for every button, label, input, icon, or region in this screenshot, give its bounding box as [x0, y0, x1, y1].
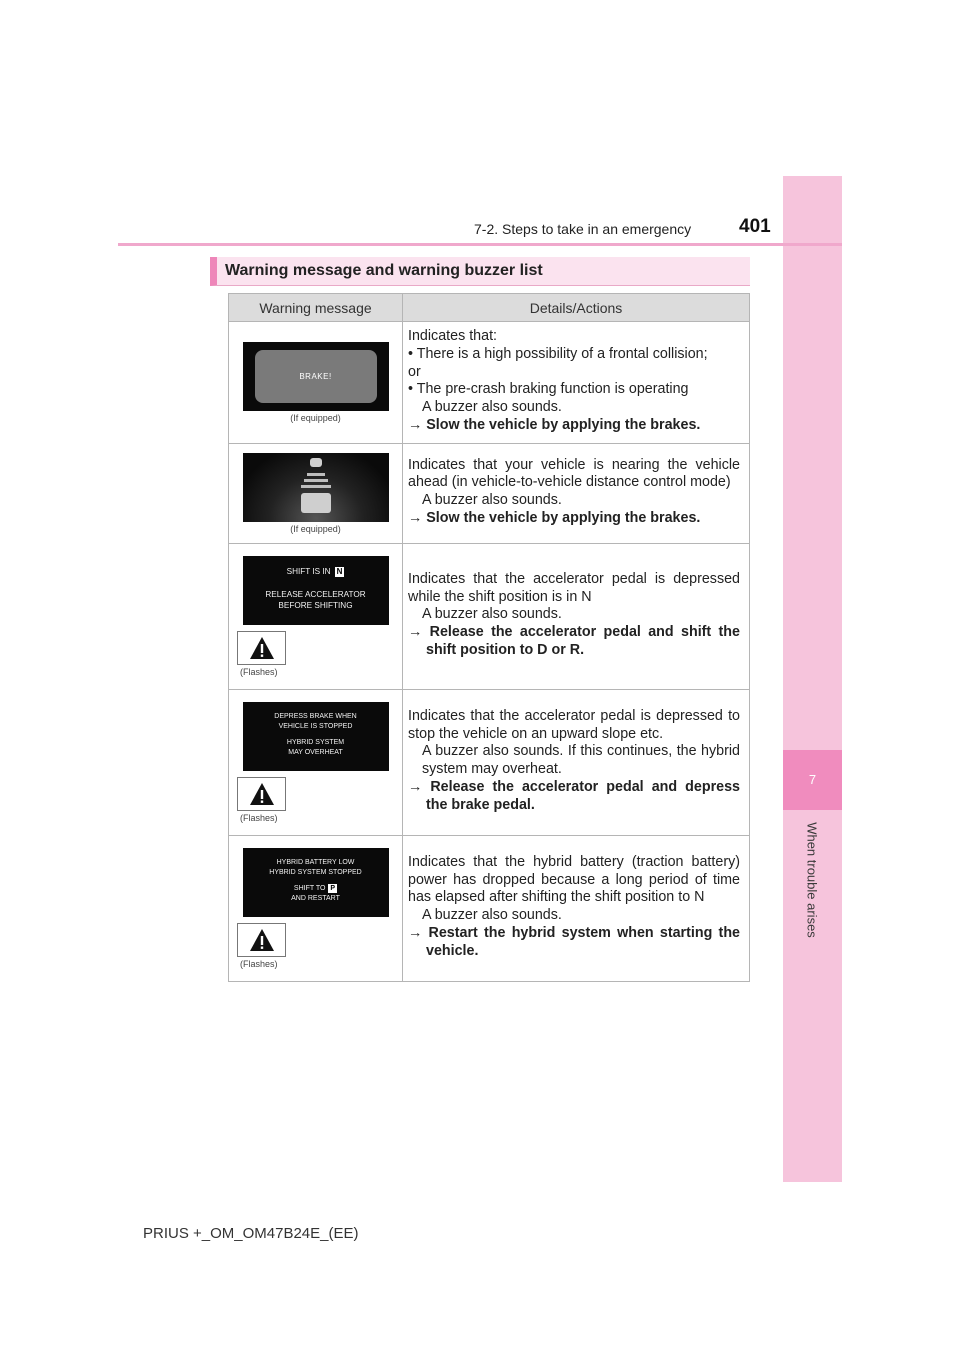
- brake-warning-box: BRAKE!: [255, 350, 377, 403]
- warning-triangle-icon: [248, 635, 276, 661]
- detail-line: Indicates that the hybrid battery (traction battery) power has dropped because a long period of time has elapsed after shifting the shift position to N: [408, 853, 740, 906]
- detail-line: or: [408, 363, 421, 380]
- detail-line: A buzzer also sounds.: [422, 606, 562, 623]
- header-rule: [118, 243, 842, 246]
- caption: (If equipped): [290, 412, 341, 423]
- warning-image-cell: [229, 543, 403, 689]
- details-cell: [403, 322, 750, 444]
- detail-line: A buzzer also sounds.: [422, 399, 562, 416]
- action-line: → Release the accelerator pedal and shift the shift position to D or R.: [408, 624, 740, 658]
- caption: (If equipped): [290, 523, 341, 534]
- screen-text: SHIFT TO: [293, 884, 326, 892]
- detail-line: A buzzer also sounds.: [422, 492, 562, 509]
- table-row: [229, 443, 750, 543]
- section-heading-text: Warning message and warning buzzer list: [225, 262, 543, 279]
- distance-bar: [301, 485, 331, 488]
- details-cell: [403, 835, 750, 981]
- chapter-side-tab: [783, 176, 842, 1182]
- warning-image-cell: [229, 835, 403, 981]
- detail-line: Indicates that:: [408, 328, 498, 344]
- table-row: [229, 835, 750, 981]
- details-cell: [403, 689, 750, 835]
- section-heading: [210, 257, 750, 286]
- caption: (Flashes): [240, 666, 278, 677]
- detail-line: Indicates that the accelerator pedal is depressed while the shift position is in N: [408, 570, 740, 605]
- page-number: 401: [739, 216, 771, 237]
- screen-text: VEHICLE IS STOPPED: [278, 722, 353, 730]
- warning-image-cell: [229, 443, 403, 543]
- screen-text: DEPRESS BRAKE WHEN: [274, 712, 357, 720]
- screen-text: HYBRID BATTERY LOW: [276, 858, 355, 866]
- detail-line: Indicates that your vehicle is nearing the vehicle ahead (in vehicle-to-vehicle distance control mode): [408, 456, 740, 491]
- table-row: [229, 322, 750, 444]
- warning-image-cell: [229, 689, 403, 835]
- col-header-message: Warning message: [229, 294, 403, 322]
- brake-stop-screen: [243, 702, 389, 771]
- distance-bar: [307, 473, 325, 476]
- detail-line: • The pre-crash braking function is operating: [408, 381, 689, 398]
- details-cell: [403, 543, 750, 689]
- col-header-details: Details/Actions: [403, 294, 750, 322]
- table-header-row: [229, 294, 750, 322]
- action-line: → Slow the vehicle by applying the brakes.: [408, 416, 701, 433]
- own-vehicle-icon: [301, 493, 331, 513]
- action-line: → Release the accelerator pedal and depress the brake pedal.: [408, 779, 740, 813]
- vehicle-ahead-icon: [310, 458, 322, 467]
- chapter-title: When trouble arises: [804, 822, 820, 938]
- screen-text: HYBRID SYSTEM STOPPED: [269, 868, 362, 876]
- screen-text: HYBRID SYSTEM: [286, 738, 345, 746]
- table-row: [229, 689, 750, 835]
- details-cell: [403, 443, 750, 543]
- caption: (Flashes): [240, 958, 278, 969]
- warning-triangle-icon: [248, 781, 276, 807]
- battery-low-screen: [243, 848, 389, 917]
- vehicle-ahead-screen: [243, 453, 389, 522]
- section-label: 7-2. Steps to take in an emergency: [474, 221, 692, 237]
- screen-text: BEFORE SHIFTING: [278, 600, 353, 610]
- distance-bar: [304, 479, 328, 482]
- screen-text: AND RESTART: [291, 894, 340, 902]
- shift-n-screen: [243, 556, 389, 625]
- warning-triangle-icon: [248, 927, 276, 953]
- screen-text: MAY OVERHEAT: [288, 748, 343, 756]
- chapter-number: 7: [783, 750, 842, 810]
- detail-line: • There is a high possibility of a frontal collision;: [408, 345, 708, 362]
- detail-line: A buzzer also sounds.: [422, 907, 562, 924]
- master-warning-icon-box: [237, 631, 286, 665]
- caption: (Flashes): [240, 812, 278, 823]
- shift-n-badge: N: [336, 566, 343, 576]
- detail-line: Indicates that the accelerator pedal is depressed to stop the vehicle on an upward slope etc.: [408, 707, 740, 742]
- detail-line: A buzzer also sounds. If this continues, the hybrid system may overheat.: [422, 743, 740, 778]
- warning-table: [228, 293, 750, 982]
- shift-p-badge: P: [330, 884, 336, 892]
- warning-image-cell: [229, 322, 403, 444]
- master-warning-icon-box: [237, 923, 286, 957]
- brake-warning-screen: [243, 342, 389, 411]
- action-line: → Restart the hybrid system when starting the vehicle.: [408, 925, 740, 959]
- master-warning-icon-box: [237, 777, 286, 811]
- document-code-footer: PRIUS +_OM_OM47B24E_(EE): [143, 1225, 359, 1242]
- table-row: [229, 543, 750, 689]
- screen-text: SHIFT IS IN: [286, 566, 331, 576]
- screen-text: RELEASE ACCELERATOR: [265, 589, 366, 599]
- action-line: → Slow the vehicle by applying the brakes.: [408, 510, 701, 527]
